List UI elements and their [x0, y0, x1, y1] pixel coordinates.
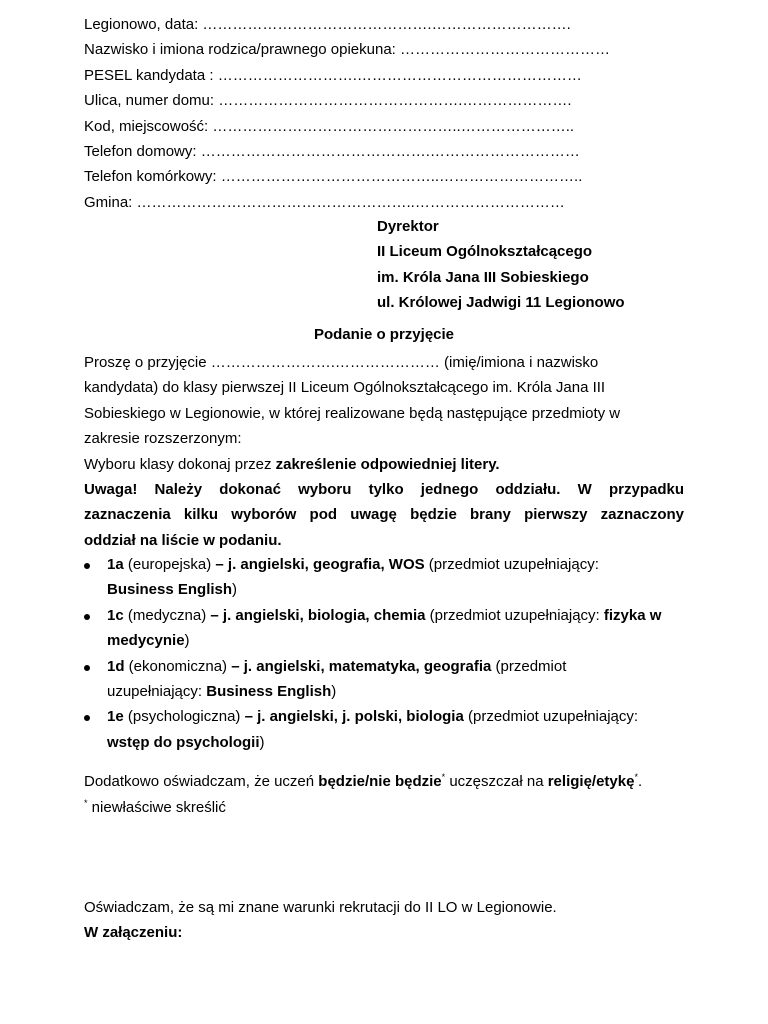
supplementary-subject: Business English	[206, 682, 332, 700]
bullet-icon	[84, 614, 90, 620]
field-pesel: PESEL kandydata : ……………………….………………………………………	[84, 66, 582, 84]
warning-line: Uwaga! Należy dokonać wyboru tylko jednego oddziału. W przypadku	[84, 480, 684, 498]
field-parent-name: Nazwisko i imiona rodzica/prawnego opiekuna: ……………………………………	[84, 41, 610, 59]
class-code: 1e	[107, 708, 124, 726]
recipient-line: II Liceum Ogólnokształcącego	[377, 243, 593, 261]
field-home-phone: Telefon domowy: ……………………………………….…………………………	[84, 142, 580, 160]
class-profile: (psychologiczna)	[123, 708, 245, 726]
bullet-icon	[84, 563, 90, 569]
intro-line: kandydata) do klasy pierwszej II Liceum Ogólnokształcącego im. Króla Jana III	[84, 379, 606, 397]
class-options-list	[84, 556, 684, 759]
declaration-text: Dodatkowo oświadczam, że uczeń	[84, 773, 319, 790]
class-profile: (ekonomiczna)	[124, 657, 232, 675]
class-option-1a	[84, 556, 684, 607]
declaration-end: .	[637, 773, 643, 790]
supplementary-label: (przedmiot	[491, 657, 567, 675]
field-commune: Gmina: ………………………………………………..…………………………	[84, 193, 565, 211]
choice-text: Wyboru klasy dokonaj przez	[84, 455, 276, 473]
attachments-label: W załączeniu:	[84, 924, 183, 941]
supplementary-subject: medycynie	[107, 632, 185, 650]
warning-line: zaznaczenia kilku wyborów pod uwagę będzie brany pierwszy zaznaczony	[84, 506, 684, 524]
field-street: Ulica, numer domu: ………………………………………….………………….	[84, 92, 572, 110]
recipient-line: im. Króla Jana III Sobieskiego	[377, 268, 589, 286]
field-date: Legionowo, data: ……………………………………….……………………….	[84, 16, 571, 33]
class-option-line	[107, 581, 684, 606]
class-subjects: – j. angielski, matematyka, geografia	[231, 657, 492, 675]
footnote-mark: *	[441, 772, 446, 782]
class-option-line	[107, 556, 684, 581]
class-option-line	[107, 607, 684, 632]
footnote	[84, 799, 226, 817]
class-option-1d	[84, 658, 684, 709]
supplementary-label: uzupełniający:	[107, 682, 207, 700]
supplementary-close: )	[259, 733, 265, 751]
class-option-line	[107, 734, 684, 759]
class-code: 1d	[107, 657, 125, 675]
class-option-1c	[84, 607, 684, 658]
supplementary-subject: wstęp do psychologii	[107, 733, 260, 751]
class-subjects: – j. angielski, j. polski, biologia	[244, 708, 464, 726]
application-body	[84, 354, 684, 557]
supplementary-label: (przedmiot uzupełniający:	[425, 606, 604, 624]
supplementary-subject: Business English	[107, 581, 233, 599]
supplementary-close: )	[232, 581, 238, 599]
warning-line: oddział na liście w podaniu.	[84, 531, 282, 549]
religion-declaration	[84, 773, 642, 791]
recipient-address	[377, 218, 625, 320]
field-postal-city: Kod, miejscowość: …………………………………………..…………………..	[84, 117, 575, 135]
intro-line: Sobieskiego w Legionowie, w której realizowane będą następujące przedmioty w	[84, 404, 621, 422]
document-title: Podanie o przyjęcie	[313, 326, 455, 343]
declaration-choice: będzie/nie będzie	[318, 773, 442, 790]
footnote-mark: *	[84, 798, 88, 808]
class-option-1e	[84, 708, 684, 759]
supplementary-subject: fizyka w	[603, 606, 662, 624]
applicant-fields	[84, 16, 610, 219]
choice-emphasis: zakreślenie odpowiedniej litery.	[275, 455, 500, 473]
bullet-icon	[84, 715, 90, 721]
rules-statement: Oświadczam, że są mi znane warunki rekrutacji do II LO w Legionowie.	[84, 899, 557, 916]
class-profile: (medyczna)	[123, 606, 211, 624]
class-option-line	[107, 683, 684, 708]
bullet-icon	[84, 665, 90, 671]
choice-instruction	[84, 456, 684, 481]
intro-line: zakresie rozszerzonym:	[84, 430, 242, 448]
class-code: 1c	[107, 606, 124, 624]
recipient-line: Dyrektor	[377, 218, 439, 235]
class-option-line	[107, 658, 684, 683]
class-subjects: – j. angielski, biologia, chemia	[210, 606, 426, 624]
recipient-line: ul. Królowej Jadwigi 11 Legionowo	[377, 294, 625, 312]
class-profile: (europejska)	[123, 556, 216, 573]
supplementary-label: (przedmiot uzupełniający:	[424, 556, 599, 573]
declaration-text: uczęszczał na	[445, 773, 548, 790]
intro-line: Proszę o przyjęcie …………………….………………… (imię/imiona i nazwisko	[84, 354, 599, 371]
supplementary-close: )	[184, 632, 190, 650]
supplementary-label: (przedmiot uzupełniający:	[463, 708, 639, 726]
class-option-line	[107, 708, 684, 733]
declaration-subject: religię/etykę	[547, 773, 635, 790]
footnote-mark: *	[634, 772, 638, 782]
field-mobile-phone: Telefon komórkowy: ……………………………………..………………………..	[84, 168, 583, 186]
class-subjects: – j. angielski, geografia, WOS	[215, 556, 425, 573]
supplementary-close: )	[331, 682, 337, 700]
class-code: 1a	[107, 556, 124, 573]
footnote-text: niewłaściwe skreślić	[87, 799, 226, 816]
class-option-line	[107, 632, 684, 657]
